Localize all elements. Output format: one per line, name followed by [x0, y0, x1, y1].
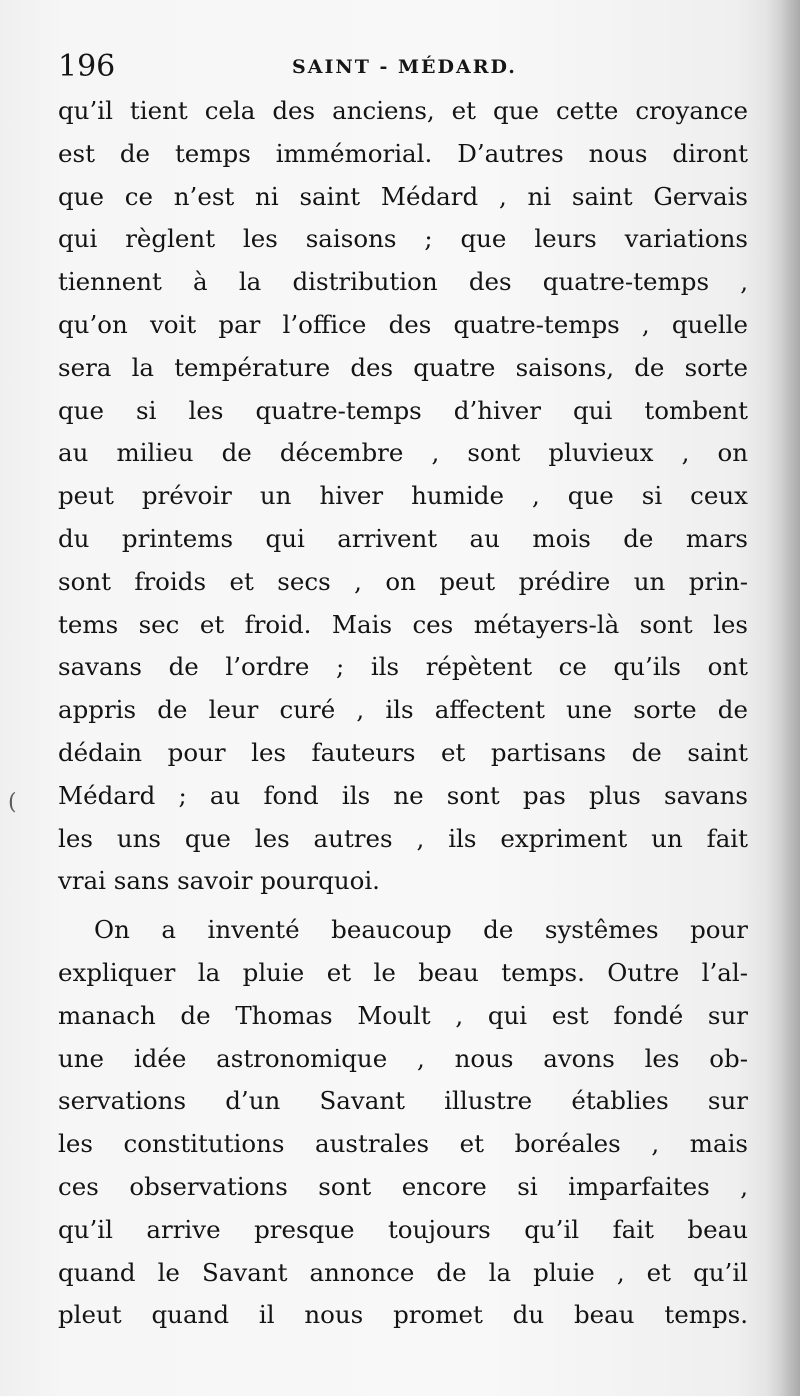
- body-text: [58, 90, 748, 1337]
- margin-mark: (: [8, 790, 17, 815]
- text-line: tiennent à la distribution des quatre-temps ,: [58, 267, 748, 297]
- text-line: sera la température des quatre saisons, de sorte: [58, 352, 748, 382]
- running-head: [58, 44, 758, 90]
- text-line: peut prévoir un hiver humide , que si ceux: [58, 481, 748, 511]
- text-line: servations d’un Savant illustre établies sur: [58, 1086, 748, 1116]
- text-line: une idée astronomique , nous avons les ob-: [58, 1043, 748, 1073]
- text-line: On a inventé beaucoup de systêmes pour: [94, 915, 748, 945]
- text-line: qu’il arrive presque toujours qu’il fait beau: [58, 1214, 748, 1244]
- text-line: que ce n’est ni saint Médard , ni saint Gervais: [58, 181, 748, 211]
- text-line: quand le Savant annonce de la pluie , et qu’il: [58, 1257, 748, 1287]
- text-line: ces observations sont encore si imparfaites ,: [58, 1171, 748, 1201]
- text-line: expliquer la pluie et le beau temps. Outre l’al-: [58, 957, 748, 987]
- text-line: qu’on voit par l’office des quatre-temps , quelle: [58, 309, 748, 339]
- text-line: Médard ; au fond ils ne sont pas plus savans: [58, 780, 748, 810]
- text-line: pleut quand il nous promet du beau temps.: [58, 1300, 748, 1330]
- running-title: SAINT - MÉDARD.: [292, 56, 517, 78]
- text-line: vrai sans savoir pourquoi.: [58, 866, 380, 896]
- text-line: savans de l’ordre ; ils répètent ce qu’ils ont: [58, 652, 748, 682]
- text-line: sont froids et secs , on peut prédire un prin-: [58, 566, 748, 596]
- text-line: qu’il tient cela des anciens, et que cette croyance: [58, 96, 748, 125]
- text-line: les constitutions australes et boréales , mais: [58, 1129, 748, 1159]
- text-line: tems sec et froid. Mais ces métayers-là sont les: [58, 609, 748, 639]
- text-line: au milieu de décembre , sont pluvieux , on: [58, 438, 748, 468]
- text-line: appris de leur curé , ils affectent une sorte de: [58, 695, 748, 725]
- paragraph-2: [58, 909, 748, 1337]
- page-gutter-shadow: [766, 0, 800, 1396]
- text-line: que si les quatre-temps d’hiver qui tombent: [58, 395, 748, 425]
- text-line: les uns que les autres , ils expriment un fait: [58, 823, 748, 853]
- text-line: dédain pour les fauteurs et partisans de saint: [58, 737, 748, 767]
- text-line: manach de Thomas Moult , qui est fondé sur: [58, 1000, 748, 1030]
- text-line: est de temps immémorial. D’autres nous diront: [58, 138, 748, 168]
- text-line: qui règlent les saisons ; que leurs variations: [58, 224, 748, 254]
- page-number: 196: [58, 49, 116, 84]
- text-line: du printems qui arrivent au mois de mars: [58, 523, 748, 553]
- paragraph-1: [58, 90, 748, 903]
